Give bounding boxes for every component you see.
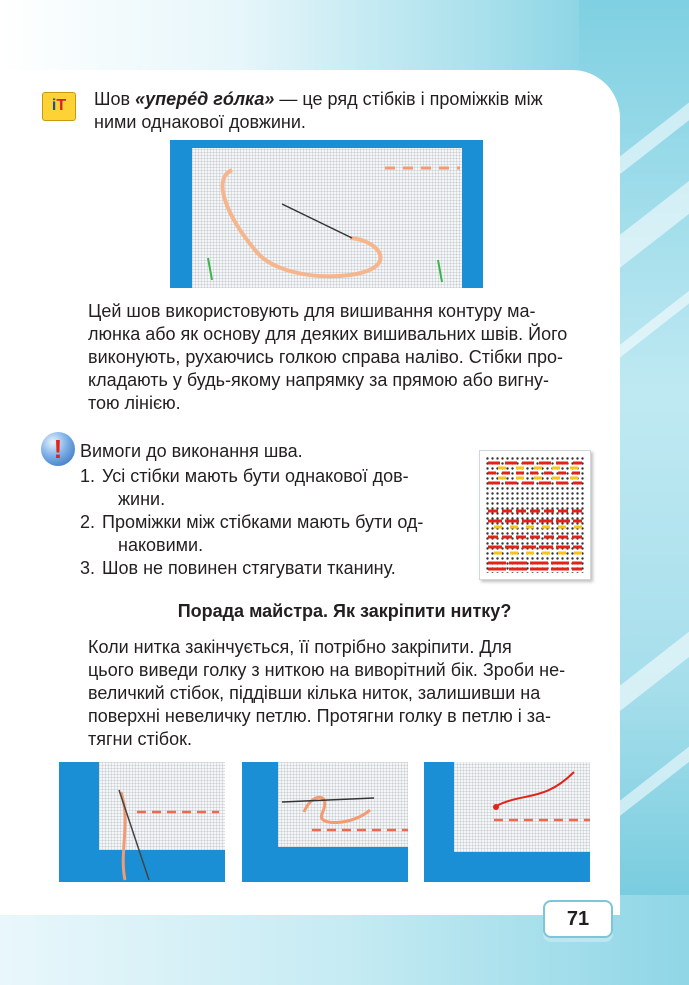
list-item: 1. Усі стібки мають бути однакової дов- жини. <box>80 466 409 509</box>
list-item: 2. Проміжки між стібками мають бути од- наковими. <box>80 512 424 555</box>
running-stitch-photo <box>170 140 483 288</box>
requirements-list <box>80 465 465 580</box>
fastening-step-2-photo <box>242 762 408 882</box>
intro-line-2: ними однакової довжини. <box>94 112 306 132</box>
info-text-icon: iT <box>42 92 76 121</box>
stitch-diagram <box>479 450 591 580</box>
description-text: Цей шов використовують для вишивання контуру ма- люнка або як основу для деяких вишивальних швів. Його виконують, рухаючись голкою справа наліво. Стібки про- кладають у будь-якому напрямку за прямою або вигну- тою лінією. <box>88 301 568 413</box>
tip-heading: Порада майстра. Як закріпити нитку? <box>177 601 512 621</box>
stitch-term: «уперéд гóлка» <box>135 89 275 109</box>
list-item: 3. Шов не повинен стягувати тканину. <box>80 558 396 578</box>
requirements-title: Вимоги до виконання шва. <box>80 441 303 461</box>
intro-line-1: Шов «уперéд гóлка» — це ряд стібків і проміжків між <box>94 89 543 109</box>
fastening-step-3-photo <box>424 762 590 882</box>
fastening-step-1-photo <box>59 762 225 882</box>
exclamation-icon: ! <box>41 432 75 466</box>
page-number: 71 <box>543 900 613 938</box>
tip-text: Коли нитка закінчується, її потрібно закріпити. Для цього виведи голку з ниткою на виворітний бік. Зроби не- величкий стібок, піддівши кілька ниток, залишивши на поверхні невеличку петлю. Протягни голку в петлю і за- тягни стібок. <box>88 637 566 749</box>
